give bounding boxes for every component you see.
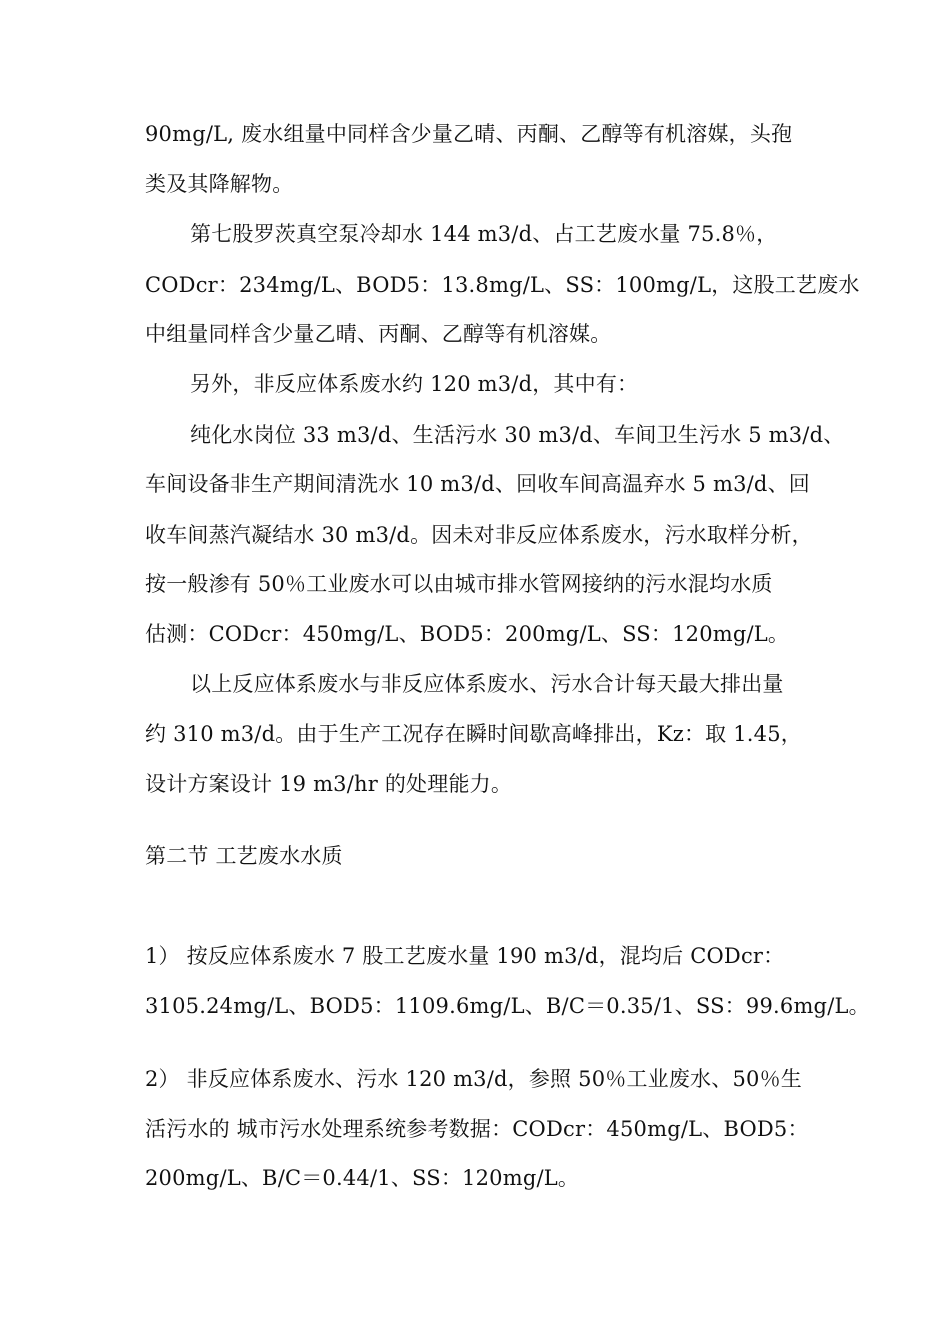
paragraph-line: 设计方案设计 19 m3/hr 的处理能力。: [145, 772, 513, 796]
list-item-line: 1） 按反应体系废水 7 股工艺废水量 190 m3/d，混均后 CODcr：: [145, 944, 785, 968]
paragraph-line: 以上反应体系废水与非反应体系废水、污水合计每天最大排出量: [190, 672, 784, 696]
paragraph-line: 估测：CODcr：450mg/L、BOD5：200mg/L、SS：120mg/L。: [145, 622, 790, 646]
list-item-line: 2） 非反应体系废水、污水 120 m3/d，参照 50％工业废水、50％生: [145, 1067, 802, 1091]
paragraph-line: 第七股罗茨真空泵冷却水 144 m3/d、占工艺废水量 75.8％，: [190, 222, 778, 246]
paragraph-line: 中组量同样含少量乙晴、丙酮、乙醇等有机溶媒。: [145, 322, 612, 346]
list-item-line: 200mg/L、B/C＝0.44/1、SS：120mg/L。: [145, 1166, 580, 1190]
paragraph-line: 另外，非反应体系废水约 120 m3/d，其中有：: [190, 372, 639, 396]
paragraph-line: 约 310 m3/d。由于生产工况存在瞬时间歇高峰排出，Kz：取 1.45，: [145, 722, 803, 746]
paragraph-line: 按一般渗有 50％工业废水可以由城市排水管网接纳的污水混均水质: [145, 572, 773, 596]
list-item-line: 活污水的 城市污水处理系统参考数据：CODcr：450mg/L、BOD5：: [145, 1117, 809, 1141]
paragraph-line: 90mg/L, 废水组量中同样含少量乙晴、丙酮、乙醇等有机溶媒，头孢: [145, 122, 793, 146]
paragraph-line: 类及其降解物。: [145, 172, 294, 196]
list-item-line: 3105.24mg/L、BOD5：1109.6mg/L、B/C＝0.35/1、SS：99.6mg/L。: [145, 994, 870, 1018]
paragraph-line: 收车间蒸汽凝结水 30 m3/d。因未对非反应体系废水，污水取样分析，: [145, 523, 813, 547]
section-heading: 第二节 工艺废水水质: [145, 844, 343, 868]
paragraph-line: CODcr：234mg/L、BOD5：13.8mg/L、SS：100mg/L，这股工艺废水: [145, 273, 860, 297]
paragraph-line: 车间设备非生产期间清洗水 10 m3/d、回收车间高温弃水 5 m3/d、回: [145, 472, 810, 496]
paragraph-line: 纯化水岗位 33 m3/d、生活污水 30 m3/d、车间卫生污水 5 m3/d、: [190, 423, 845, 447]
